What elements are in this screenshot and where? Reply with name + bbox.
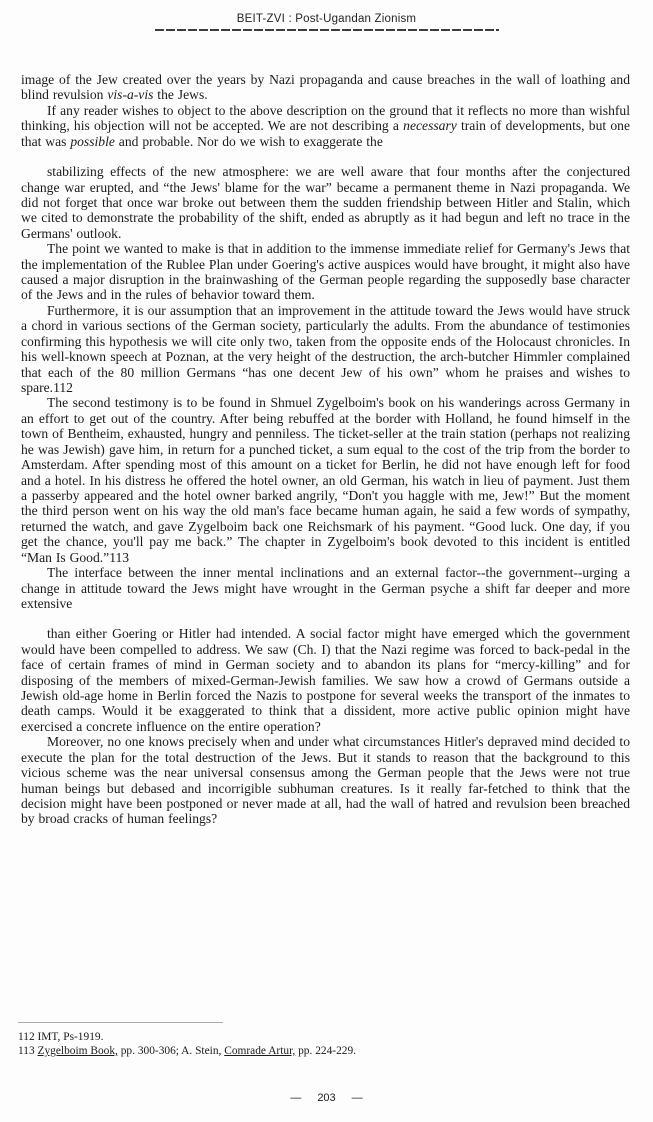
emphasized-text: vis-a-vis — [107, 87, 154, 103]
body-text — [21, 72, 630, 827]
text-run: pp. 300-306; A. Stein, — [117, 1045, 225, 1057]
text-run: stabilizing effects of the new atmosphere: we are well aware that four months after the conjectured change war erupted, and “the Jews' blame for the war” became a permanent theme in Nazi propaganda. We did not forget that once war broke out between them the sudden friendship between Hitler and Stalin, which we cited to demonstrate the probability of the shift, ended as abruptly as it had begun and left no trace in the Germans' outlook. — [21, 164, 630, 241]
text-run: If any reader wishes to object to the above description on the ground that it reflects no more than wishful thinking, his objection will not be accepted. We are not describing a — [21, 102, 630, 134]
paragraph — [21, 626, 630, 734]
running-header — [0, 13, 653, 31]
text-run: than either Goering or Hitler had intended. A social factor might have emerged which the government would have been compelled to address. We saw (Ch. I) that the Nazi regime was forced to back-pedal in the face of certain frames of mind in German society and to abandon its plans for “mercy-killing” and for disposing of the members of mixed-German-Jewish families. We saw how a crowd of Germans outside a Jewish old-age home in Berlin forced the Nazis to postpone for several weeks the transport of the inmates to death camps. Would it be exaggerated to think that a dissident, more active public opinion might have exercised a concrete influence on the entire operation? — [21, 626, 630, 734]
paragraph — [21, 303, 630, 396]
text-run: pp. 224-229. — [295, 1045, 357, 1057]
emphasized-text: necessary — [403, 118, 457, 134]
footer-dash-right: — — [351, 1092, 363, 1104]
paragraph — [21, 241, 630, 303]
text-run: The interface between the inner mental inclinations and an external factor--the government--urging a change in attitude toward the Jews might have wrought in the German psyche a shift far deeper and more extensive — [21, 565, 630, 611]
text-run: and probable. Nor do we wish to exaggerate the — [114, 133, 383, 149]
text-run: The second testimony is to be found in Shmuel Zygelboim's book on his wanderings across Germany in an effort to get out of the country. After being rebuffed at the border with Holland, he found himself in the town of Bentheim, exhausted, hungry and penniless. The ticket-seller at the train station (perhaps not realizing he was Jewish) gave him, in return for a punched ticket, a sum equal to the cost of the trip from the border to Amsterdam. After spending most of this amount on a ticket for Berlin, he did not have enough left for food and a hotel. In his distress he offered the hotel owner, an old German, his watch in lieu of payment. Just them a passerby appeared and the hotel owner barked angrily, “Don't you haggle with me, Jew!” But the moment the third person went on his way the old man's face became human again, he said a few words of sympathy, returned the watch, and gave Zygelboim back one Reichsmark of his payment. “Good luck. One day, if you get the chance, you'll pay me back.” The chapter in Zygelboim's book devoted to this incident is entitled “Man Is Good.”113 — [21, 395, 630, 565]
paragraph — [21, 565, 630, 611]
text-run: image of the Jew created over the years by Nazi propaganda and cause breaches in the wall of loathing and blind revulsion — [21, 72, 630, 103]
footnote-rule — [18, 1022, 223, 1023]
text-run: train of developments, but one that was — [21, 118, 630, 149]
footnote — [18, 1030, 635, 1044]
header-title: BEIT-ZVI : Post-Ugandan Zionism — [236, 13, 417, 25]
page-number: 203 — [317, 1092, 336, 1104]
section-gap — [21, 149, 630, 164]
footnote — [18, 1044, 635, 1058]
cited-title: Zygelboim Book, — [37, 1045, 118, 1057]
text-run: 112 IMT, Ps-1919. — [18, 1031, 104, 1043]
paragraph — [21, 103, 630, 149]
page-footer — [0, 1092, 653, 1104]
header-rule — [155, 29, 499, 31]
footer-dash-left: — — [290, 1092, 302, 1104]
paragraph — [21, 72, 630, 103]
text-run: 113 — [18, 1045, 38, 1057]
text-run: Moreover, no one knows precisely when and under what circumstances Hitler's depraved mind decided to execute the plan for the total destruction of the Jews. But it stands to reason that the background to this vicious scheme was the near universal consensus among the German people that the Jews were not true human beings but debased and incorrigible subhuman creatures. Is it really far-fetched to think that the decision might have been postponed or never made at all, had the wall of hatred and revulsion been breached by broad cracks of human feelings? — [21, 734, 630, 827]
paragraph — [21, 164, 630, 241]
paragraph — [21, 734, 630, 827]
emphasized-text: possible — [70, 133, 115, 149]
text-run: Furthermore, it is our assumption that an improvement in the attitude toward the Jews would have struck a chord in various sections of the German society, particularly the adults. From the abundance of testimonies confirming this hypothesis we will cite only two, taken from the opposite ends of the Holocaust chronicles. In his well-known speech at Poznan, at the very height of the destruction, the arch-butcher Himmler complained that each of the 80 million Germans “has one decent Jew of his own” whom he praises and wishes to spare.112 — [21, 302, 630, 396]
text-run: the Jews. — [153, 87, 208, 103]
cited-title: Comrade Artur, — [224, 1045, 296, 1057]
footnote-list — [18, 1030, 635, 1058]
text-run: The point we wanted to make is that in addition to the immense immediate relief for Germany's Jews that the implementation of the Rublee Plan under Goering's active auspices would have brought, it might also have caused a major disruption in the brainwashing of the German people regarding the supposedly base character of the Jews and in the rules of behavior toward them. — [21, 241, 630, 303]
section-gap — [21, 611, 630, 626]
footnote-block — [18, 1022, 635, 1058]
paragraph — [21, 395, 630, 565]
